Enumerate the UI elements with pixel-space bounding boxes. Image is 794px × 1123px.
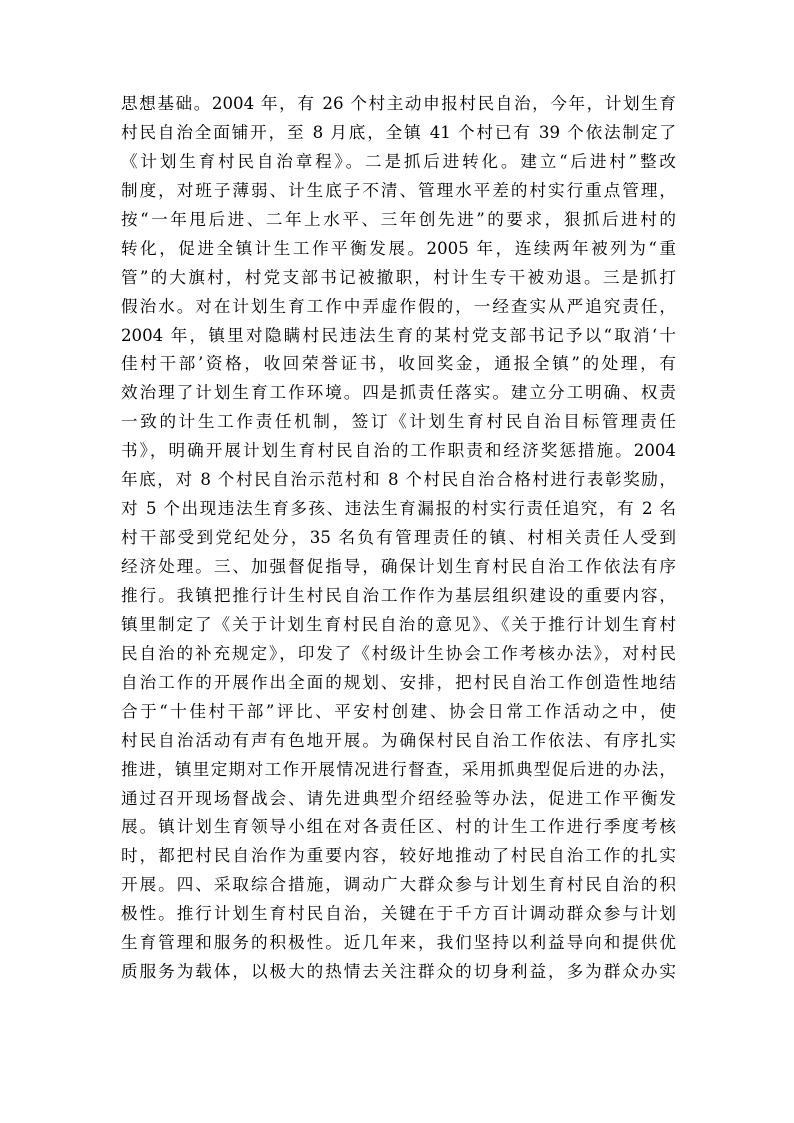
text-line: 一致的计生工作责任机制，签订《计划生育村民自治目标管理责任 [121, 412, 676, 432]
text-line: 经济处理。三、加强督促指导，确保计划生育村民自治工作依法有序 [121, 557, 676, 576]
text-line: 假治水。对在计划生育工作中弄虚作假的，一经查实从严追究责任， [121, 296, 676, 316]
text-line: 《计划生育村民自治章程》。二是抓后进转化。建立“后进村”整改 [121, 151, 676, 171]
text-line: 村民自治活动有声有色地开展。为确保村民自治工作依法、有序扎实 [121, 730, 676, 750]
text-line: 推进，镇里定期对工作开展情况进行督查，采用抓典型促后进的办法， [121, 759, 676, 779]
text-line: 通过召开现场督战会、请先进典型介绍经验等办法，促进工作平衡发 [121, 788, 676, 808]
text-line: 生育管理和服务的积极性。近几年来，我们坚持以利益导向和提供优 [121, 933, 676, 953]
text-line: 书》，明确开展计划生育村民自治的工作职责和经济奖惩措施。2004 [121, 441, 676, 461]
body-text [121, 90, 676, 987]
text-line: 合于“十佳村干部”评比、平安村创建、协会日常工作活动之中，使 [121, 701, 676, 721]
text-line: 开展。四、采取综合措施，调动广大群众参与计划生育村民自治的积 [121, 875, 676, 895]
text-line: 推行。我镇把推行计生村民自治工作作为基层组织建设的重要内容， [121, 585, 676, 605]
text-line: 管”的大旗村，村党支部书记被撤职，村计生专干被劝退。三是抓打 [121, 267, 676, 287]
text-line: 时，都把村民自治作为重要内容，较好地推动了村民自治工作的扎实 [121, 846, 676, 866]
text-line: 对 5 个出现违法生育多孩、违法生育漏报的村实行责任追究，有 2 名 [121, 499, 676, 519]
text-line: 效治理了计划生育工作环境。四是抓责任落实。建立分工明确、权责 [121, 383, 676, 403]
text-line: 村干部受到党纪处分，35 名负有管理责任的镇、村相关责任人受到 [121, 528, 676, 548]
text-line: 思想基础。2004 年，有 26 个村主动申报村民自治，今年，计划生育 [121, 94, 676, 113]
text-line: 佳村干部’资格，收回荣誉证书，收回奖金，通报全镇”的处理，有 [121, 354, 676, 374]
text-line: 自治工作的开展作出全面的规划、安排，把村民自治工作创造性地结 [121, 672, 676, 692]
text-line: 质服务为载体，以极大的热情去关注群众的切身利益，多为群众办实 [121, 962, 676, 982]
text-line: 2004 年，镇里对隐瞒村民违法生育的某村党支部书记予以“取消‘十 [121, 325, 676, 345]
text-line: 镇里制定了《关于计划生育村民自治的意见》、《关于推行计划生育村 [121, 614, 676, 634]
text-line: 制度，对班子薄弱、计生底子不清、管理水平差的村实行重点管理， [121, 180, 676, 200]
text-line: 年底，对 8 个村民自治示范村和 8 个村民自治合格村进行表彰奖励， [121, 470, 676, 490]
text-line: 按“一年甩后进、二年上水平、三年创先进”的要求，狠抓后进村的 [121, 209, 676, 229]
text-line: 民自治的补充规定》，印发了《村级计生协会工作考核办法》，对村民 [121, 643, 676, 663]
text-line: 村民自治全面铺开，至 8 月底，全镇 41 个村已有 39 个依法制定了 [121, 122, 676, 142]
text-line: 展。镇计划生育领导小组在对各责任区、村的计生工作进行季度考核 [121, 817, 676, 837]
text-line: 转化，促进全镇计生工作平衡发展。2005 年，连续两年被列为“重 [121, 238, 676, 258]
text-line: 极性。推行计划生育村民自治，关键在于千方百计调动群众参与计划 [121, 904, 676, 924]
